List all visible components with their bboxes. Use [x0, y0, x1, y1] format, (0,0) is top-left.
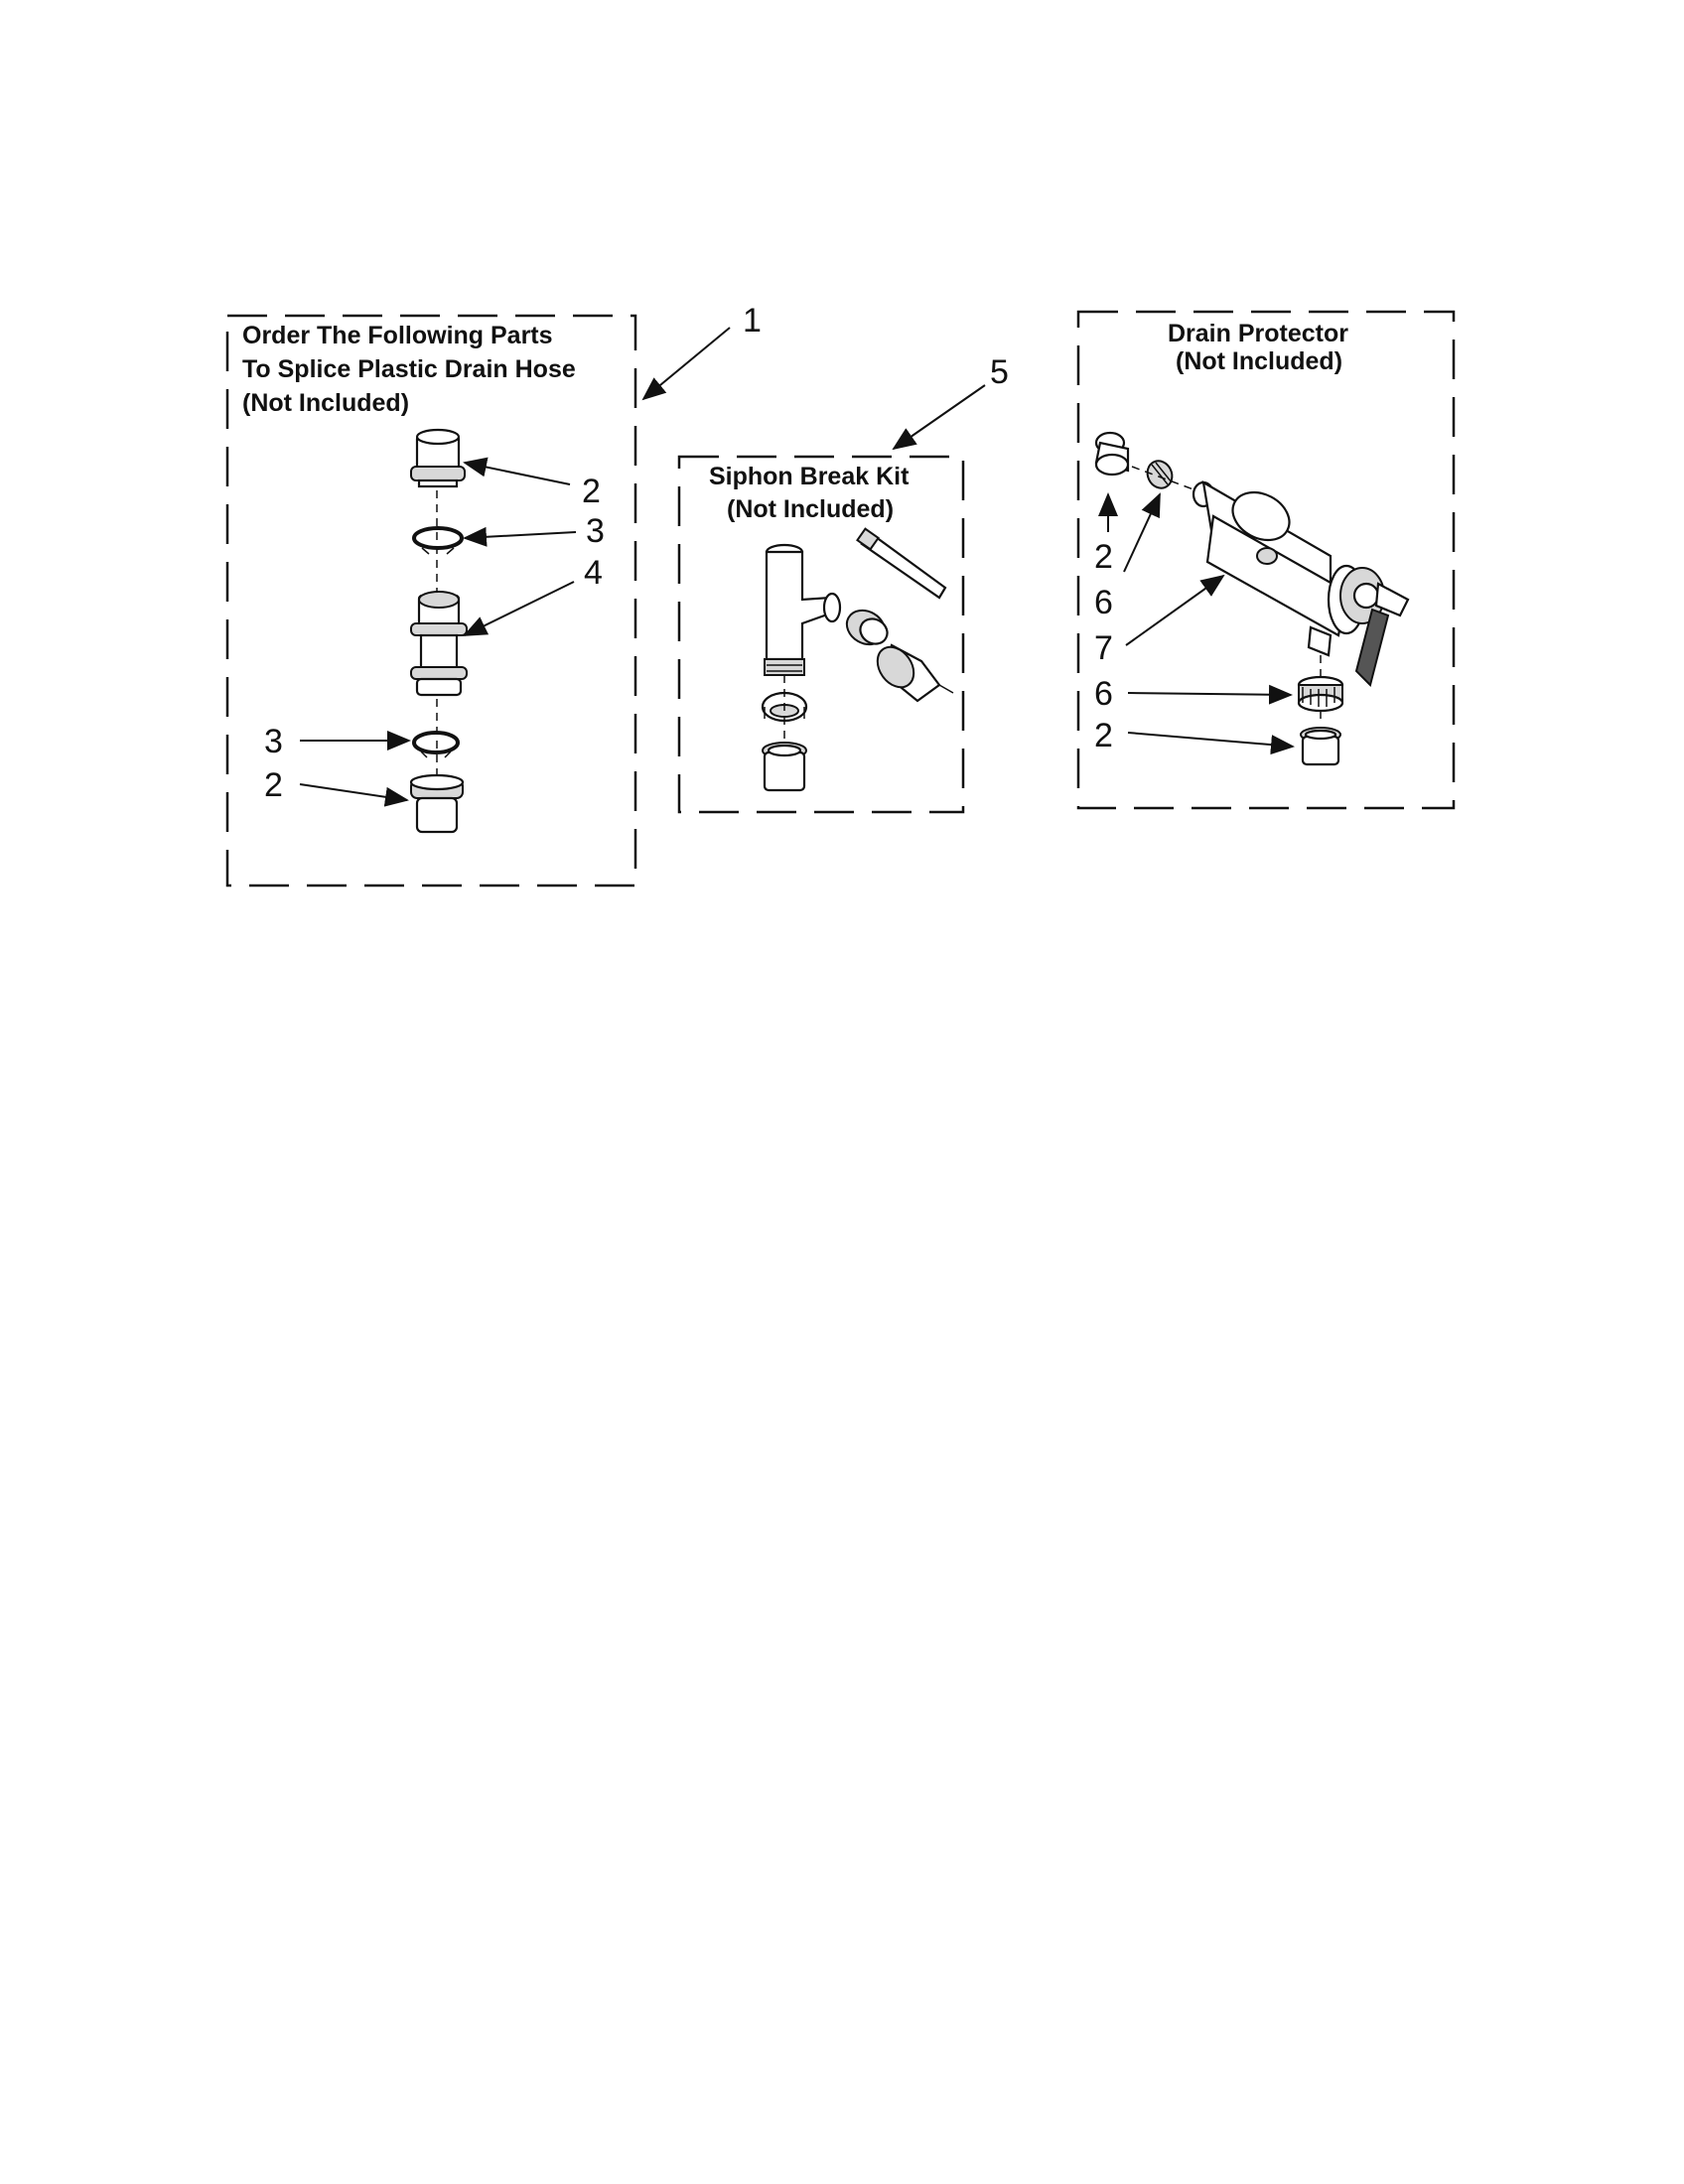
- siphon-right-clamp: [841, 604, 892, 651]
- splice-top-coupling-callout: 2: [582, 473, 601, 510]
- splice-top-coupling-leader: [465, 463, 570, 484]
- splice-bottom-coupling: [411, 775, 463, 832]
- splice-top-clamp: [414, 528, 462, 554]
- siphon-title-line-2: (Not Included): [727, 495, 895, 523]
- drain-bottom-clamp-leader: [1128, 693, 1291, 695]
- siphon-break-kit-box: [679, 353, 1009, 812]
- splice-title-line-2: To Splice Plastic Drain Hose: [242, 355, 576, 383]
- splice-connector: [411, 592, 467, 695]
- drain-bottom-coupling-callout: 2: [1094, 717, 1113, 754]
- siphon-box-callout: 5: [990, 353, 1009, 391]
- drain-body-callout: 7: [1094, 629, 1113, 667]
- drain-title-line-1: Drain Protector: [1168, 320, 1348, 347]
- splice-bottom-coupling-callout: 2: [264, 766, 283, 804]
- siphon-bottom-coupling: [763, 743, 806, 790]
- splice-box-callout: 1: [743, 302, 762, 340]
- splice-kit-box: [227, 302, 762, 886]
- splice-bottom-clamp: [414, 733, 458, 757]
- drain-body: [1193, 482, 1408, 685]
- drain-body-leader: [1126, 576, 1223, 645]
- drain-left-clamp-callout: 6: [1094, 584, 1113, 621]
- splice-top-coupling: [411, 430, 465, 486]
- siphon-tee: [765, 545, 840, 675]
- drain-left-clamp: [1143, 457, 1177, 492]
- drain-left-clamp-leader: [1124, 494, 1160, 572]
- siphon-right-adapter: [870, 640, 953, 701]
- siphon-title-line-1: Siphon Break Kit: [709, 463, 910, 490]
- splice-title-line-3: (Not Included): [242, 389, 410, 417]
- splice-title-line-1: Order The Following Parts: [242, 322, 553, 349]
- splice-top-clamp-leader: [465, 532, 576, 538]
- splice-connector-leader: [465, 582, 574, 635]
- splice-box-leader: [643, 328, 730, 399]
- splice-bottom-clamp-callout: 3: [264, 723, 283, 760]
- drain-bottom-coupling-leader: [1128, 733, 1293, 747]
- drain-bottom-coupling: [1301, 728, 1340, 764]
- drain-left-coupling-callout: 2: [1094, 538, 1113, 576]
- splice-bottom-coupling-leader: [300, 784, 407, 800]
- drain-bottom-clamp: [1299, 677, 1342, 711]
- siphon-zip-tie: [857, 529, 945, 598]
- drain-bottom-clamp-callout: 6: [1094, 675, 1113, 713]
- splice-top-clamp-callout: 3: [586, 512, 605, 550]
- drain-protector-box: [1078, 312, 1454, 808]
- drain-left-coupling: [1096, 433, 1128, 475]
- siphon-box-leader-line: [894, 385, 985, 449]
- drain-title-line-2: (Not Included): [1176, 347, 1343, 375]
- splice-connector-callout: 4: [584, 554, 603, 592]
